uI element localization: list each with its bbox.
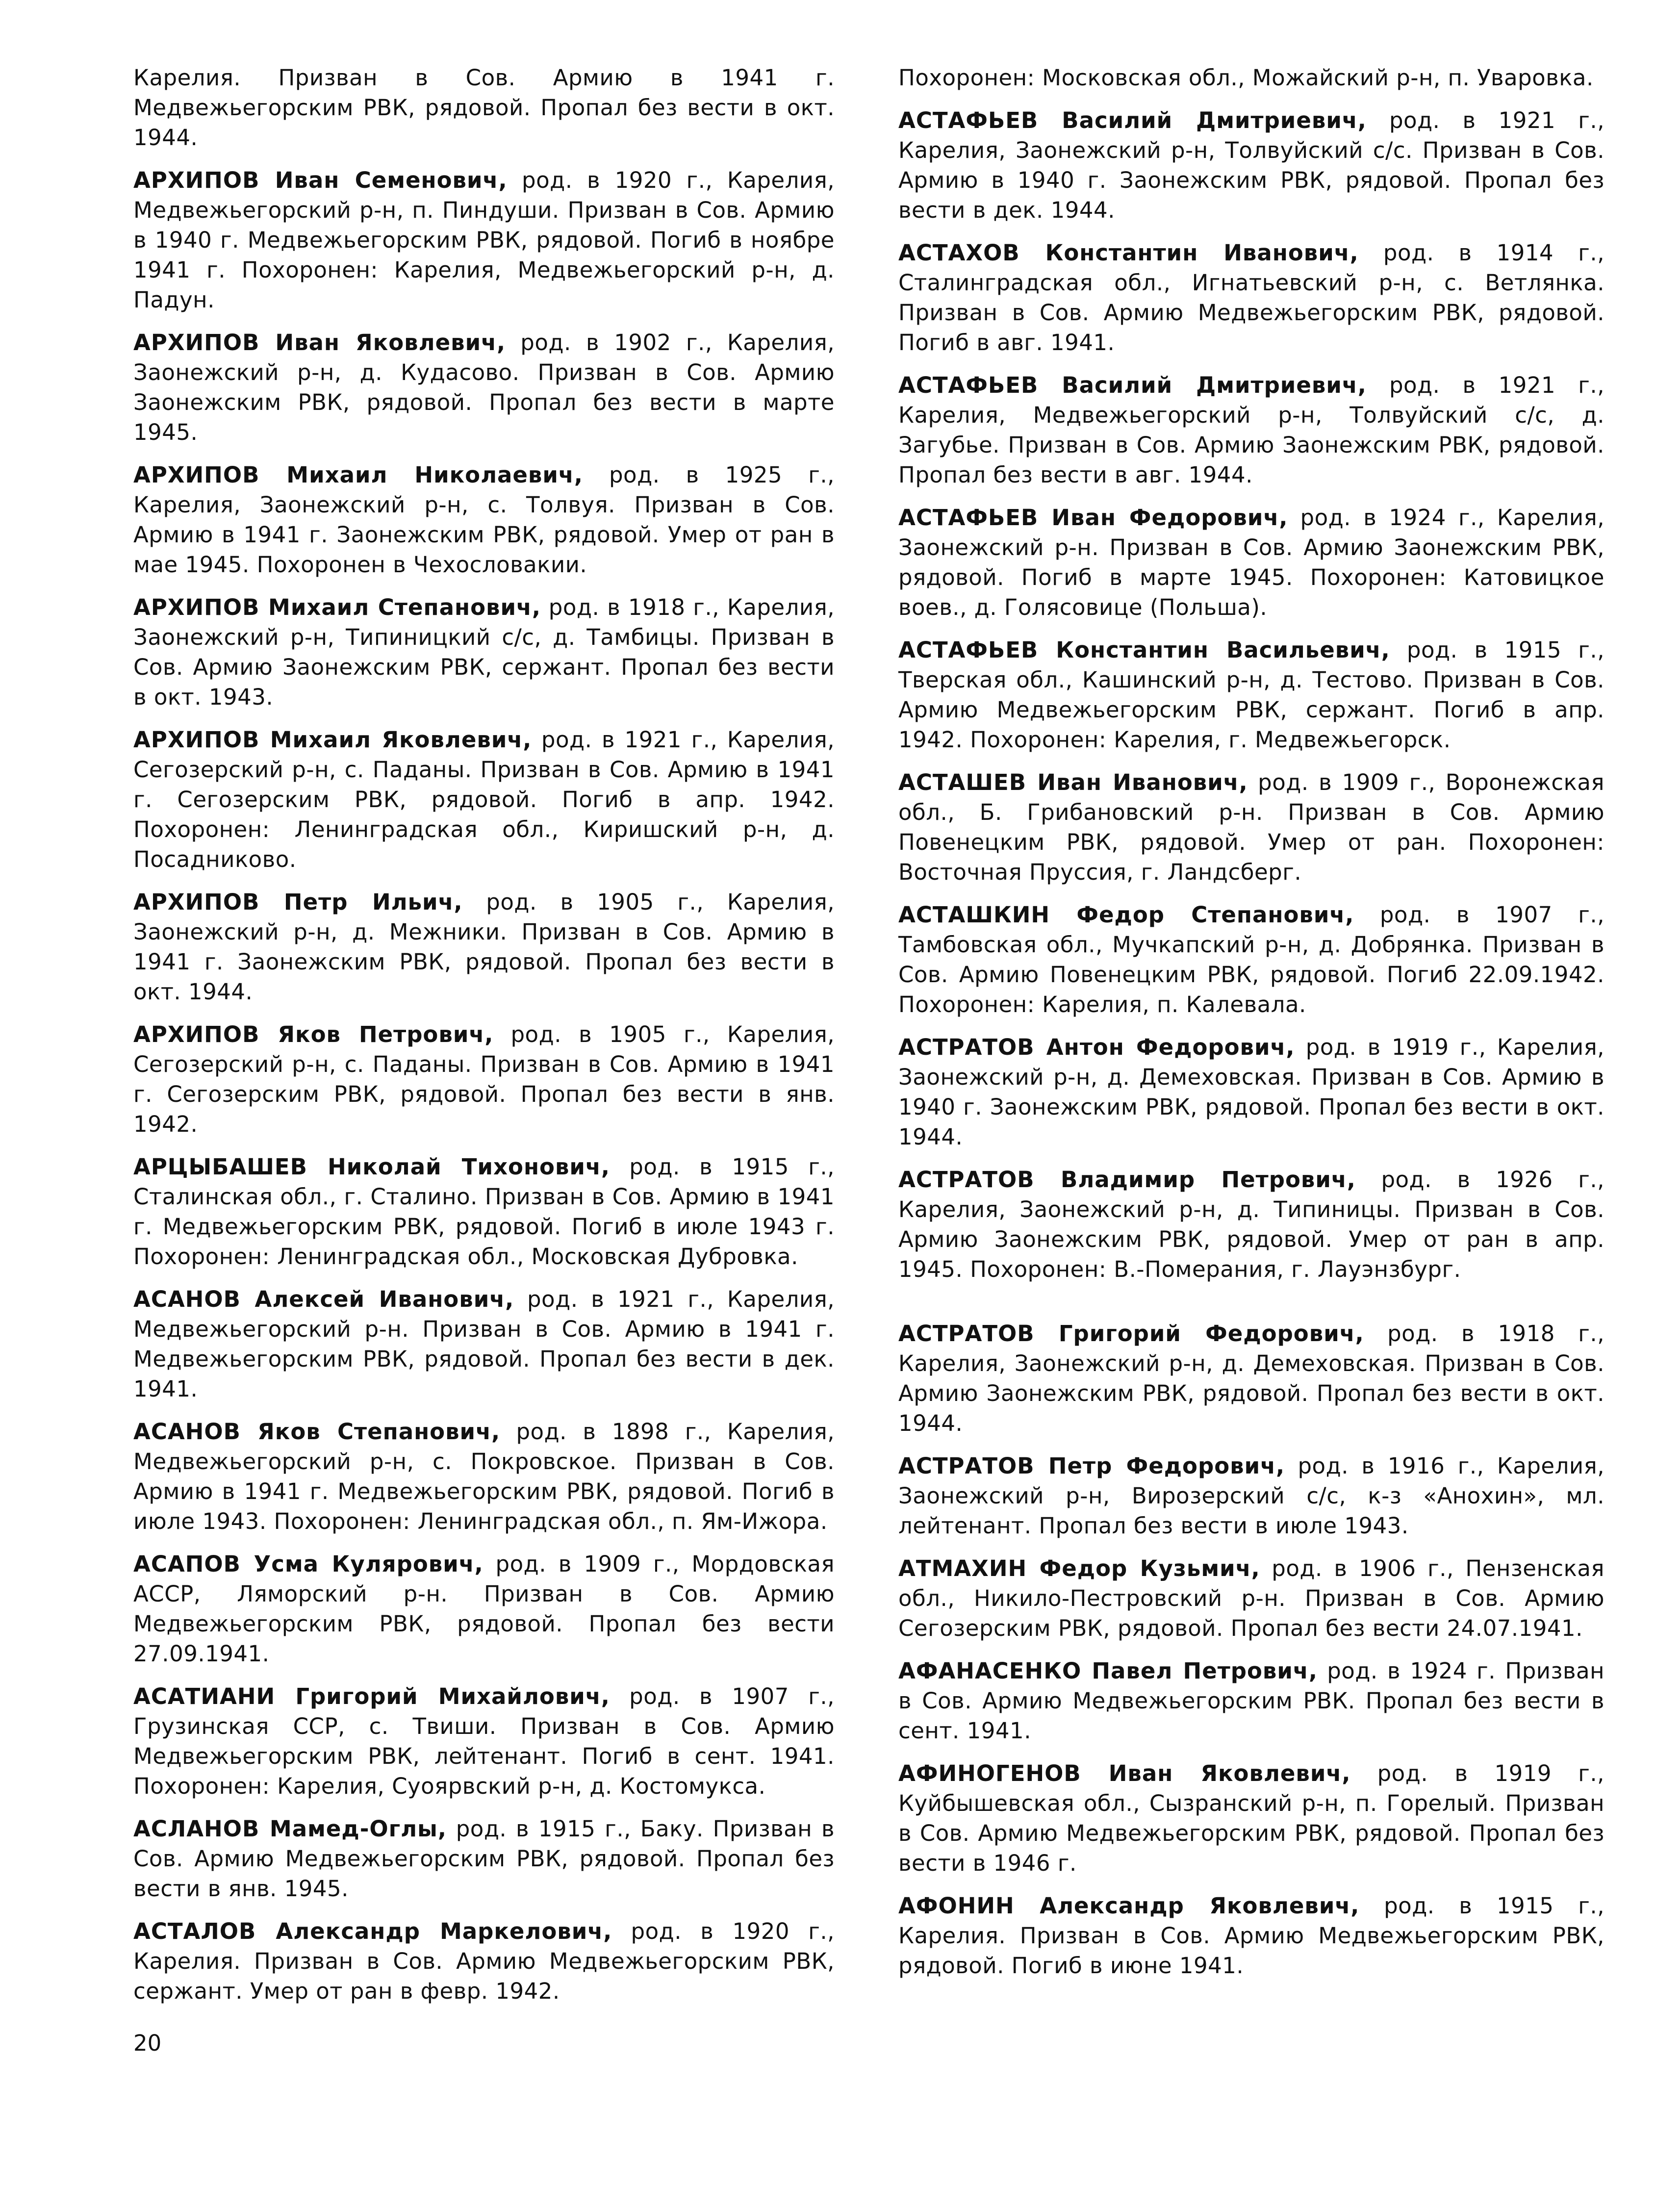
list-item [898,1758,1604,1878]
list-item [133,1152,835,1271]
list-item [133,1814,835,1904]
entry-text: род. в 1918 г., Карелия, Заонежский р-н, д. Демеховская. Призван в Сов. Армию Заонежским РВК, рядовой. Пропал без вести в окт. 1944. [898,1321,1604,1436]
entry-name: АСТРАТОВ Петр Федорович, [898,1453,1285,1479]
entry-name: АСТРАТОВ Владимир Петрович, [898,1167,1356,1193]
entry-name: АСТАФЬЕВ Иван Федорович, [898,505,1288,531]
entry-text: род. в 1921 г., Карелия, Медвежьегорский р-н. Призван в Сов. Армию в 1941 г. Медвежьегорским РВК, рядовой. Пропал без вести в дек. 1941. [133,1286,835,1402]
entry-text: род. в 1906 г., Пензенская обл., Никило-Пестровский р-н. Призван в Сов. Армию Сегозерским РВК, рядовой. Пропал без вести 24.07.1941. [898,1555,1604,1641]
entry-name: АСТАФЬЕВ Василий Дмитриевич, [898,372,1367,398]
entry-text: род. в 1915 г., Баку. Призван в Сов. Армию Медвежьегорским РВК, рядовой. Пропал без вести в янв. 1945. [133,1816,835,1902]
list-item [898,1165,1604,1284]
entry-name: АСТАЛОВ Александр Маркелович, [133,1918,612,1944]
list-item [898,1656,1604,1746]
entry-text: род. в 1905 г., Карелия, Сегозерский р-н, с. Паданы. Призван в Сов. Армию в 1941 г. Сегозерским РВК, рядовой. Пропал без вести в янв. 1942. [133,1021,835,1137]
entry-text: род. в 1925 г., Карелия, Заонежский р-н, с. Толвуя. Призван в Сов. Армию в 1941 г. Заонежским РВК, рядовой. Умер от ран в мае 1945. Похоронен в Чехословакии. [133,462,835,578]
entry-name: АФАНАСЕНКО Павел Петрович, [898,1658,1318,1684]
entry-text: род. в 1915 г., Карелия. Призван в Сов. Армию Медвежьегорским РВК, рядовой. Погиб в июне 1941. [898,1893,1604,1979]
list-item [898,1891,1604,1981]
entry-name: АСТРАТОВ Антон Федорович, [898,1034,1295,1060]
list-item [898,1032,1604,1152]
entry-name: АРХИПОВ Михаил Яковлевич, [133,727,532,753]
left-column [133,63,835,2019]
list-item [898,503,1604,622]
entry-name: АСТАШЕВ Иван Иванович, [898,769,1248,795]
page-number: 20 [133,2030,162,2056]
list-item [133,1681,835,1801]
list-item [133,887,835,1007]
entry-name: АСТАХОВ Константин Иванович, [898,240,1359,266]
list-item [133,1916,835,2006]
entry-text: род. в 1919 г., Куйбышевская обл., Сызранский р-н, п. Горелый. Призван в Сов. Армию Медвежьегорским РВК, рядовой. Пропал без вести в 1946 г. [898,1760,1604,1876]
entry-name: АСТАФЬЕВ Василий Дмитриевич, [898,107,1367,133]
entry-text: род. в 1898 г., Карелия, Медвежьегорский р-н, с. Покровское. Призван в Сов. Армию в 1941 г. Медвежьегорским РВК, рядовой. Погиб в июле 1943. Похоронен: Ленинградская обл., п. Ям-Ижора. [133,1419,835,1534]
list-item [898,767,1604,887]
list-item [898,900,1604,1019]
entry-name: АФИНОГЕНОВ Иван Яковлевич, [898,1760,1351,1786]
list-item [898,1319,1604,1438]
entry-text: род. в 1905 г., Карелия, Заонежский р-н, д. Межники. Призван в Сов. Армию в 1941 г. Заонежским РВК, рядовой. Пропал без вести в окт. 1944. [133,889,835,1005]
right-column [898,63,1604,1993]
entry-name: АРЦЫБАШЕВ Николай Тихонович, [133,1154,610,1180]
entry-text: род. в 1921 г., Карелия, Медвежьегорский р-н, Толвуйский с/с, д. Загубье. Призван в Сов. Армию Заонежским РВК, рядовой. Пропал без вести в авг. 1944. [898,372,1604,488]
list-item [133,1019,835,1139]
list-item [898,370,1604,490]
list-item [898,1553,1604,1643]
list-item [133,1549,835,1669]
entry-text: род. в 1915 г., Сталинская обл., г. Сталино. Призван в Сов. Армию в 1941 г. Медвежьегорским РВК, рядовой. Погиб в июле 1943 г. Похоронен: Ленинградская обл., Московская Дубровка. [133,1154,835,1270]
entry-text: род. в 1924 г., Карелия, Заонежский р-н. Призван в Сов. Армию Заонежским РВК, рядовой. Погиб в марте 1945. Похоронен: Катовицкое воев., д. Голясовице (Польша). [898,505,1605,620]
list-item [898,105,1604,225]
entry-text: род. в 1919 г., Карелия, Заонежский р-н, д. Демеховская. Призван в Сов. Армию в 1940 г. Заонежским РВК, рядовой. Пропал без вести в окт. 1944. [898,1034,1604,1150]
entry-name: АРХИПОВ Михаил Николаевич, [133,462,583,488]
entry-name: АРХИПОВ Петр Ильич, [133,889,463,915]
list-item [133,592,835,712]
entry-name: АСАПОВ Усма Кулярович, [133,1551,484,1577]
entry-name: АСТАФЬЕВ Константин Васильевич, [898,637,1390,663]
entry-text: род. в 1916 г., Карелия, Заонежский р-н, Вирозерский с/с, к-з «Анохин», мл. лейтенант. Пропал без вести в июле 1943. [898,1453,1604,1539]
entry-text: род. в 1915 г., Тверская обл., Кашинский р-н, д. Тестово. Призван в Сов. Армию Медвежьегорским РВК, сержант. Погиб в апр. 1942. Похоронен: Карелия, г. Медвежьегорск. [898,637,1604,753]
list-item [898,635,1604,755]
entry-name: АТМАХИН Федор Кузьмич, [898,1555,1260,1581]
entry-name: АСАТИАНИ Григорий Михайлович, [133,1683,610,1709]
entry-text: род. в 1914 г., Сталинградская обл., Игнатьевский р-н, с. Ветлянка. Призван в Сов. Армию Медвежьегорским РВК, рядовой. Погиб в авг. 1941. [898,240,1605,356]
entry-name: АСТРАТОВ Григорий Федорович, [898,1321,1364,1347]
entry-name: АРХИПОВ Яков Петрович, [133,1021,494,1047]
entry-name: АСЛАНОВ Мамед-Оглы, [133,1816,447,1842]
entry-text: род. в 1926 г., Карелия, Заонежский р-н, д. Типиницы. Призван в Сов. Армию Заонежским РВК, рядовой. Умер от ран в апр. 1945. Похоронен: В.-Померания, г. Лауэнзбург. [898,1167,1604,1282]
entry-text: род. в 1909 г., Воронежская обл., Б. Грибановский р-н. Призван в Сов. Армию Повенецким РВК, рядовой. Умер от ран. Похоронен: Восточная Пруссия, г. Ландсберг. [898,769,1604,885]
entry-text: род. в 1921 г., Карелия, Сегозерский р-н, с. Паданы. Призван в Сов. Армию в 1941 г. Сегозерским РВК, рядовой. Погиб в апр. 1942. Похоронен: Ленинградская обл., Киришский р-н, д. Посадниково. [133,727,835,872]
list-item [133,1417,835,1536]
entry-name: АСАНОВ Яков Степанович, [133,1419,501,1445]
entry-text: род. в 1907 г., Грузинская ССР, с. Твиши. Призван в Сов. Армию Медвежьегорским РВК, лейтенант. Погиб в сент. 1941. Похоронен: Карелия, Суоярвский р-н, д. Костомукса. [133,1683,835,1799]
entry-text: род. в 1921 г., Карелия, Заонежский р-н, Толвуйский с/с. Призван в Сов. Армию в 1940 г. Заонежским РВК, рядовой. Пропал без вести в дек. 1944. [898,107,1604,223]
list-item [133,165,835,315]
entry-name: АСАНОВ Алексей Иванович, [133,1286,514,1312]
entry-text: род. в 1920 г., Карелия. Призван в Сов. Армию Медвежьегорским РВК, сержант. Умер от ран в февр. 1942. [133,1918,835,2004]
entry-name: АРХИПОВ Иван Семенович, [133,167,508,193]
list-item [898,238,1604,357]
list-item [133,328,835,447]
list-item [133,1284,835,1404]
entry-name: АРХИПОВ Иван Яковлевич, [133,330,506,356]
entry-name: АРХИПОВ Михаил Степанович, [133,594,541,620]
entry-text: род. в 1918 г., Карелия, Заонежский р-н, Типиницкий с/с, д. Тамбицы. Призван в Сов. Армию Заонежским РВК, сержант. Пропал без вести в окт. 1943. [133,594,835,710]
entry-text: род. в 1907 г., Тамбовская обл., Мучкапский р-н, д. Добрянка. Призван в Сов. Армию Повенецким РВК, рядовой. Погиб 22.09.1942. Похоронен: Карелия, п. Калевала. [898,902,1605,1017]
list-item [133,725,835,874]
entry-text: род. в 1920 г., Карелия, Медвежьегорский р-н, п. Пиндуши. Призван в Сов. Армию в 1940 г. Медвежьегорским РВК, рядовой. Погиб в ноябре 1941 г. Похоронен: Карелия, Медвежьегорский р-н, д. Падун. [133,167,835,313]
list-item [133,63,835,153]
list-item [898,1451,1604,1541]
entry-name: АФОНИН Александр Яковлевич, [898,1893,1360,1919]
entry-text: Похоронен: Московская обл., Можайский р-н, п. Уваровка. [898,65,1594,91]
list-item [898,63,1604,93]
entry-text: род. в 1924 г. Призван в Сов. Армию Медвежьегорским РВК. Пропал без вести в сент. 1941. [898,1658,1604,1744]
entry-name: АСТАШКИН Федор Степанович, [898,902,1354,928]
entry-text: Карелия. Призван в Сов. Армию в 1941 г. Медвежьегорским РВК, рядовой. Пропал без вести в окт. 1944. [133,65,835,151]
list-item [133,460,835,580]
entry-text: род. в 1909 г., Мордовская АССР, Ляморский р-н. Призван в Сов. Армию Медвежьегорским РВК, рядовой. Пропал без вести 27.09.1941. [133,1551,835,1667]
entry-text: род. в 1902 г., Карелия, Заонежский р-н, д. Кудасово. Призван в Сов. Армию Заонежским РВК, рядовой. Пропал без вести в марте 1945. [133,330,835,445]
